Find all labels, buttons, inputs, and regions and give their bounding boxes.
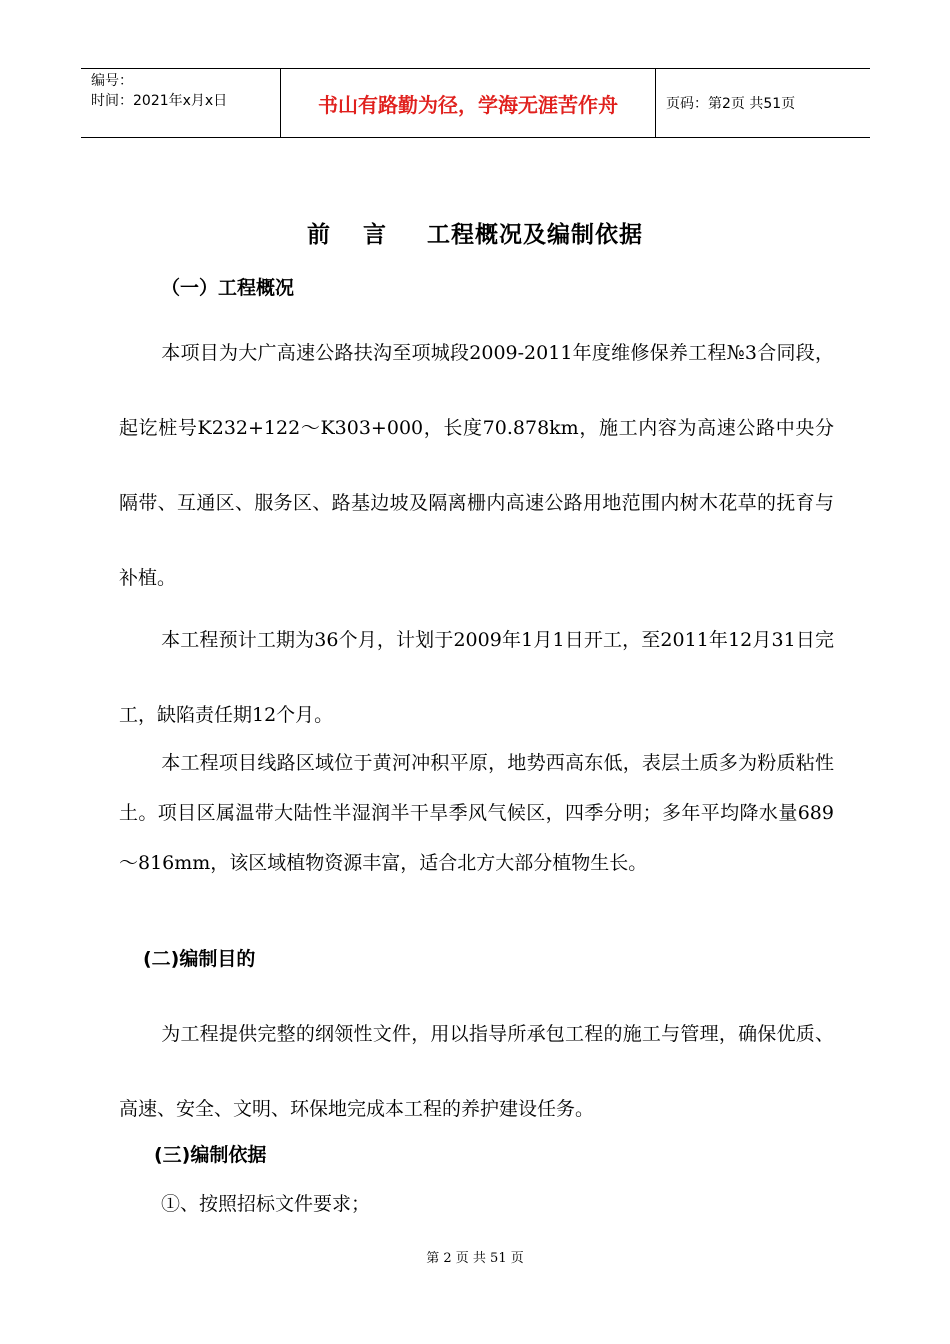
page-footer: 第 2 页 共 51 页: [426, 1251, 524, 1266]
section-heading-overview: （一）工程概况: [161, 277, 295, 299]
paragraph-overview-3: [119, 738, 834, 888]
document-number-label: 编号：: [91, 73, 133, 89]
title-part-3: 工程概况及编制依据: [427, 222, 643, 248]
section-heading-basis: (三)编制依据: [154, 1144, 267, 1166]
page-title: [0, 216, 950, 249]
paragraph-overview-2: [119, 603, 834, 753]
header-motto: 书山有路勤为径，学海无涯苦作舟: [281, 69, 656, 137]
paragraph-text: 本工程项目线路区域位于黄河冲积平原，地势西高东低，表层土质多为粉质粘性土。项目区属温带大陆性半湿润半干旱季风气候区，四季分明；多年平均降水量689～816mm，该区域植物资源丰富，适合北方大部分植物生长。: [119, 752, 834, 874]
paragraph-text: 本项目为大广高速公路扶沟至项城段2009-2011年度维修保养工程№3合同段，起讫桩号K232+122～K303+000，长度70.878km，施工内容为高速公路中央分隔带、互通区、服务区、路基边坡及隔离栅内高速公路用地范围内树木花草的抚育与补植。: [119, 342, 834, 589]
list-item-text: ①、按照招标文件要求；: [161, 1193, 371, 1215]
title-part-1: 前: [307, 222, 331, 248]
header-table: [81, 68, 870, 138]
paragraph-text: 本工程预计工期为36个月，计划于2009年1月1日开工，至2011年12月31日完工，缺陷责任期12个月。: [119, 629, 834, 726]
list-item-basis-1: [119, 1186, 834, 1222]
paragraph-text: 为工程提供完整的纲领性文件，用以指导所承包工程的施工与管理，确保优质、高速、安全、文明、环保地完成本工程的养护建设任务。: [119, 1023, 834, 1120]
header-meta: [81, 69, 281, 137]
section-heading-purpose: (二)编制目的: [143, 948, 256, 970]
document-time-label: 时间：2021年x月x日: [91, 93, 228, 109]
paragraph-purpose: [119, 997, 834, 1147]
paragraph-overview-1: [119, 316, 834, 616]
header-page-label: 页码：第2页 共51页: [666, 96, 796, 112]
title-part-2: 言: [363, 222, 387, 248]
